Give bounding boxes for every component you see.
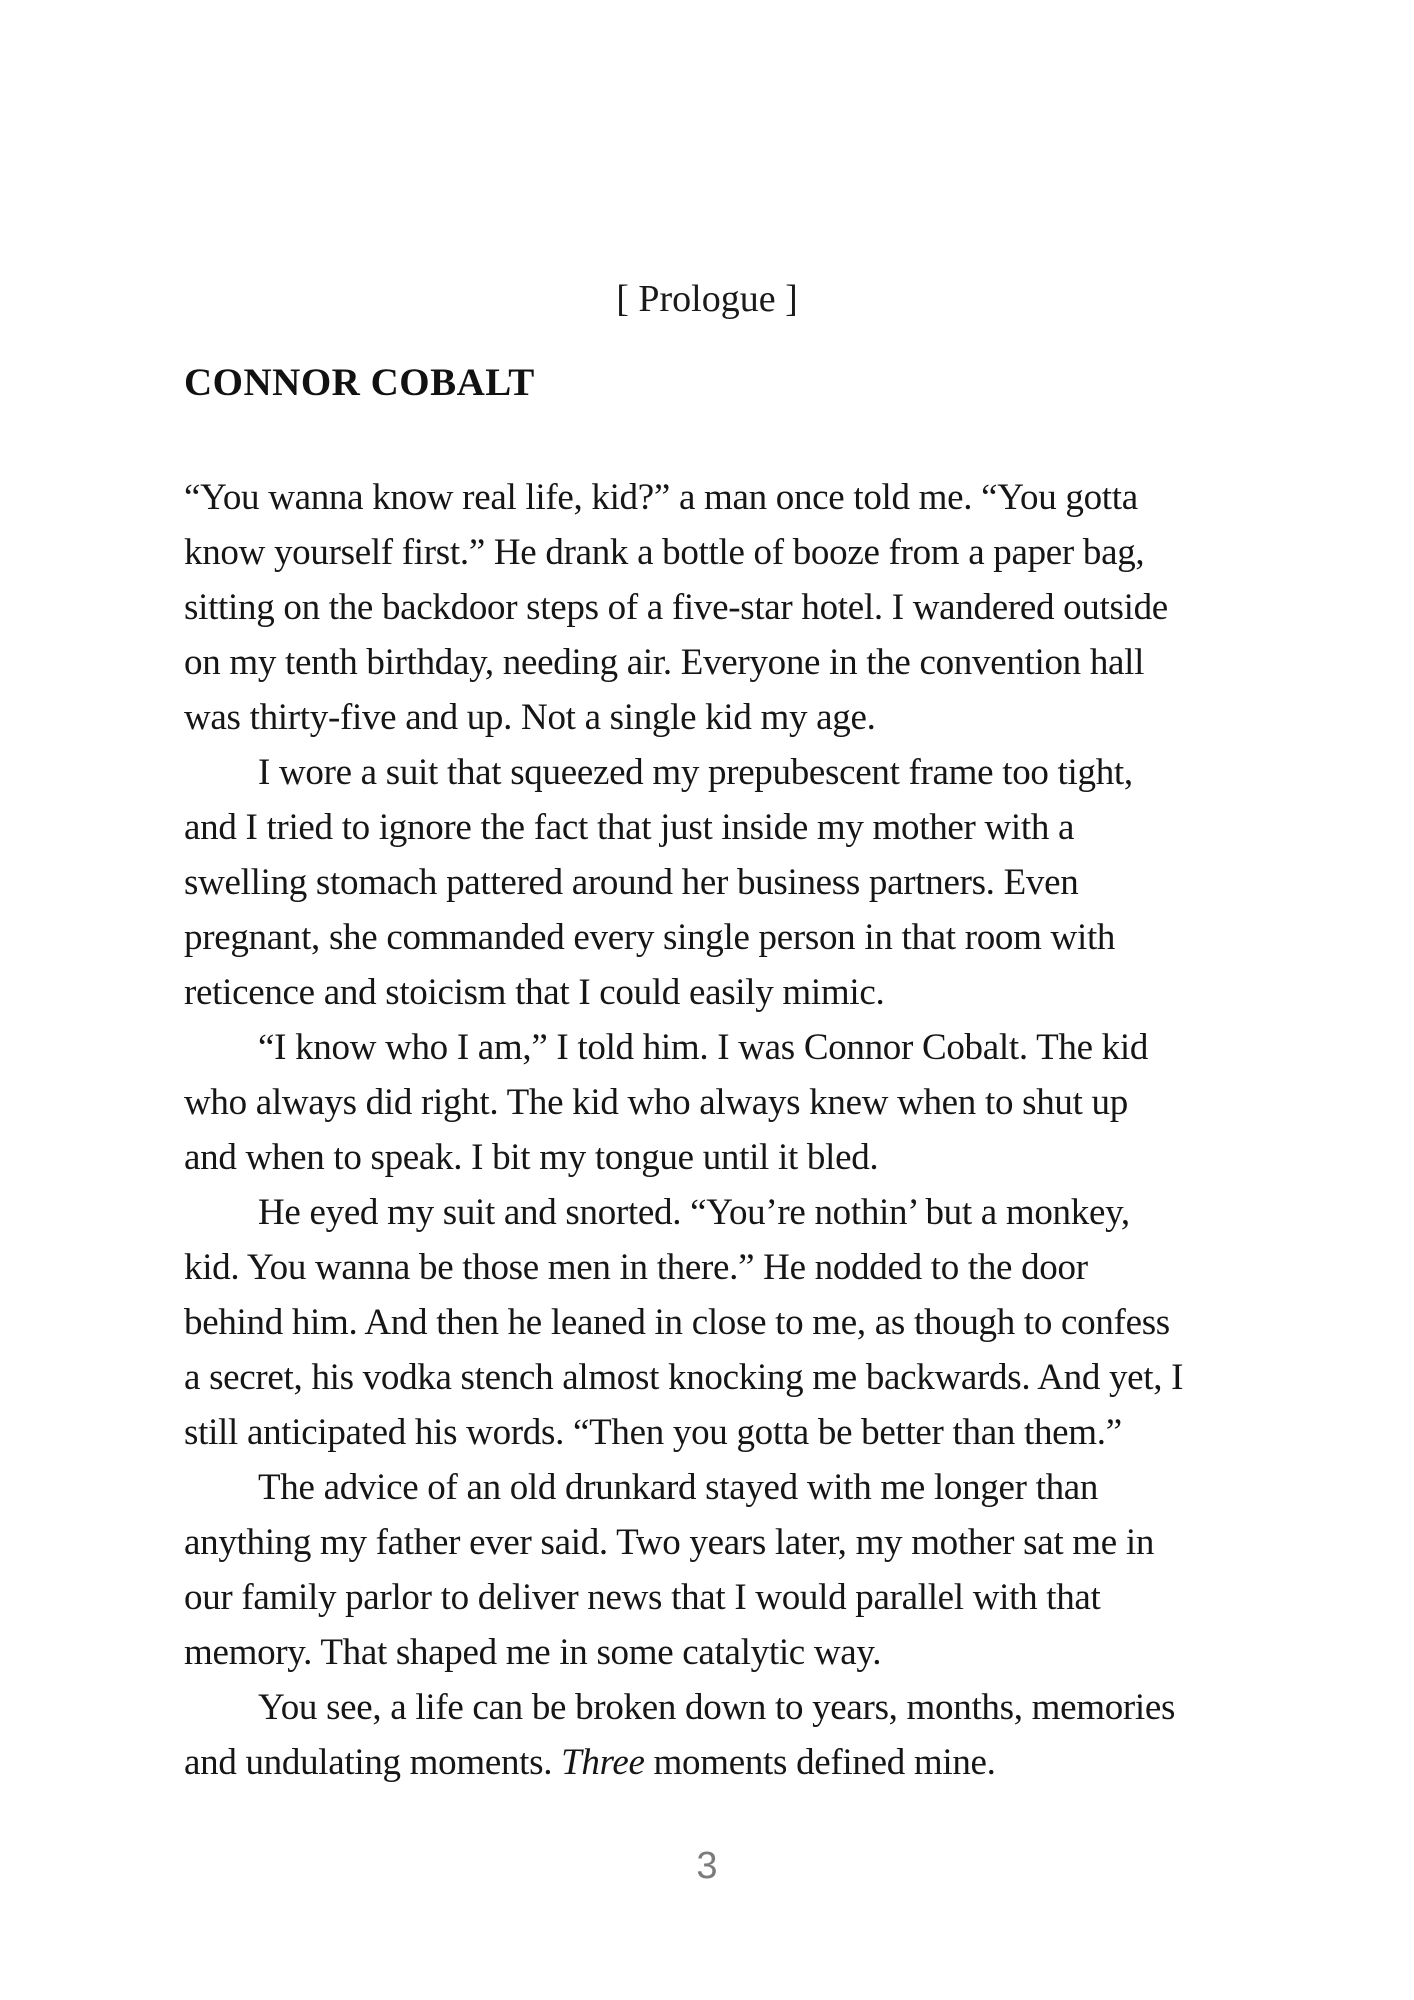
body-line: on my tenth birthday, needing air. Everyone in the convention hall <box>184 642 1145 683</box>
body-line-segment: and undulating moments. <box>184 1742 562 1783</box>
body-line: sitting on the backdoor steps of a five-star hotel. I wandered outside <box>184 587 1168 628</box>
body-line: behind him. And then he leaned in close to me, as though to confess <box>184 1302 1170 1343</box>
character-name-heading: CONNOR COBALT <box>184 361 535 404</box>
body-line: reticence and stoicism that I could easily mimic. <box>184 972 885 1013</box>
body-line: The advice of an old drunkard stayed with me longer than <box>258 1467 1099 1508</box>
body-line: swelling stomach pattered around her business partners. Even <box>184 862 1079 903</box>
body-line: anything my father ever said. Two years later, my mother sat me in <box>184 1522 1155 1563</box>
body-line-final <box>184 1735 1230 1790</box>
body-line: and when to speak. I bit my tongue until it bled. <box>184 1137 879 1178</box>
prologue-title: [ Prologue ] <box>616 278 798 320</box>
body-line: was thirty-five and up. Not a single kid my age. <box>184 697 876 738</box>
body-line: I wore a suit that squeezed my prepubescent frame too tight, <box>258 752 1133 793</box>
page-number: 3 <box>696 1845 718 1887</box>
body-line: kid. You wanna be those men in there.” He nodded to the door <box>184 1247 1088 1288</box>
body-line: know yourself first.” He drank a bottle of booze from a paper bag, <box>184 532 1145 573</box>
italic-text: Three <box>561 1742 645 1783</box>
body-line: and I tried to ignore the fact that just inside my mother with a <box>184 807 1075 848</box>
body-line: He eyed my suit and snorted. “You’re nothin’ but a monkey, <box>258 1192 1130 1233</box>
body-line: a secret, his vodka stench almost knocking me backwards. And yet, I <box>184 1357 1184 1398</box>
body-line: “I know who I am,” I told him. I was Connor Cobalt. The kid <box>258 1027 1149 1068</box>
body-line: pregnant, she commanded every single person in that room with <box>184 917 1116 958</box>
body-text-block <box>184 470 1230 1790</box>
body-line: our family parlor to deliver news that I would parallel with that <box>184 1577 1101 1618</box>
body-line: memory. That shaped me in some catalytic way. <box>184 1632 882 1673</box>
page-content <box>184 0 1230 1888</box>
body-line: “You wanna know real life, kid?” a man once told me. “You gotta <box>184 477 1138 518</box>
body-line: still anticipated his words. “Then you gotta be better than them.” <box>184 1412 1122 1453</box>
body-line: who always did right. The kid who always knew when to shut up <box>184 1082 1128 1123</box>
body-line: You see, a life can be broken down to years, months, memories <box>258 1687 1176 1728</box>
body-line-segment: moments defined mine. <box>644 1742 996 1783</box>
